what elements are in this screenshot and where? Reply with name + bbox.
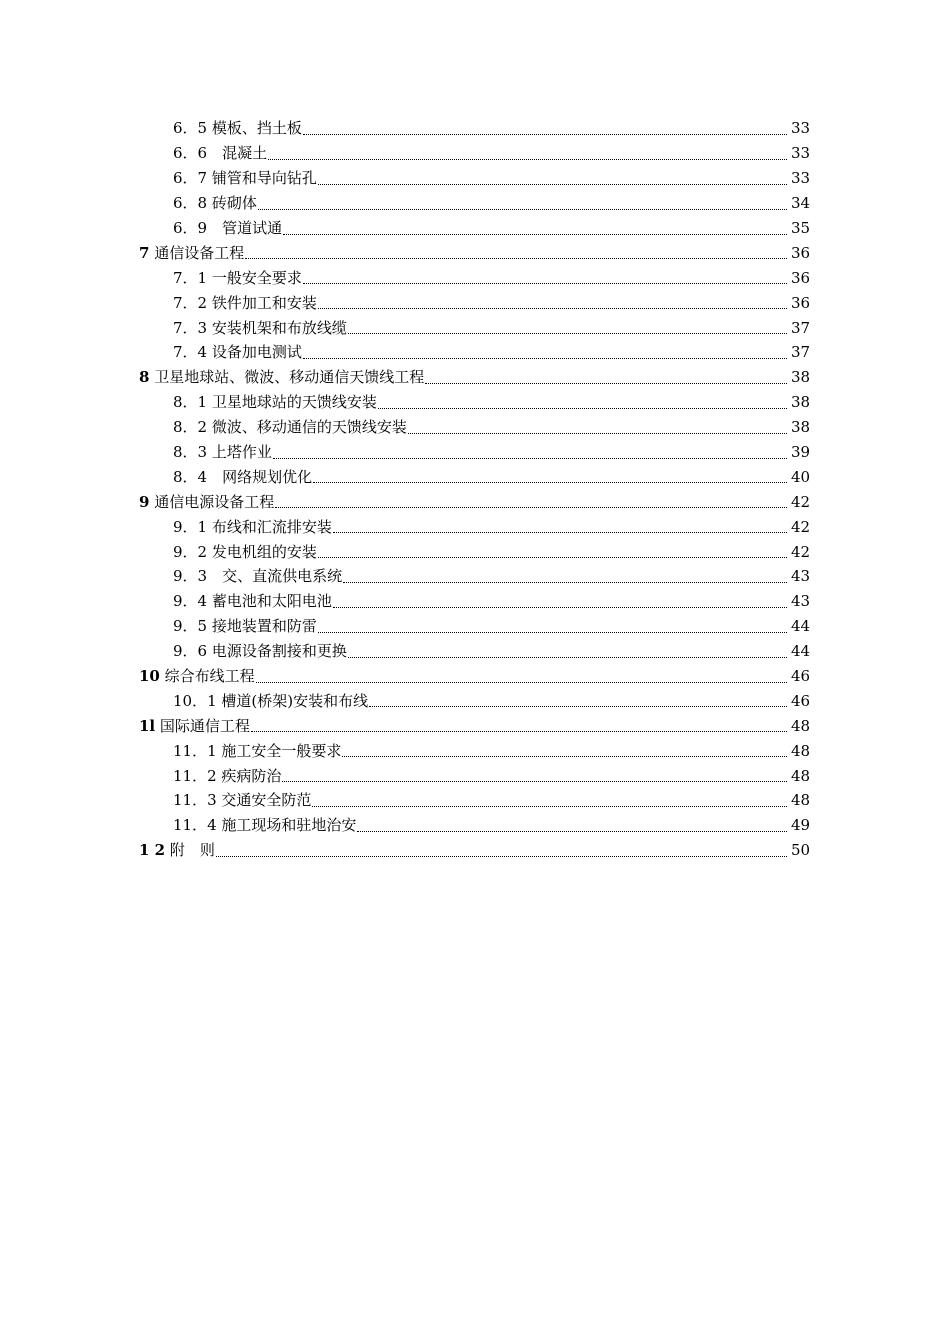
toc-entry-title: 6．9 管道试通 bbox=[173, 219, 283, 237]
toc-section-entry[interactable] bbox=[0, 216, 950, 241]
toc-page-number: 35 bbox=[791, 219, 811, 237]
toc-chapter-number: 7 bbox=[139, 243, 150, 262]
toc-entry-label bbox=[173, 641, 347, 661]
toc-entry-title: 11．1 施工安全一般要求 bbox=[173, 741, 342, 760]
toc-entry-title: 11．2 疾病防治 bbox=[173, 766, 282, 785]
toc-dot-leader bbox=[425, 369, 787, 384]
toc-dot-leader bbox=[369, 692, 787, 707]
toc-section-entry[interactable] bbox=[0, 290, 950, 315]
toc-dot-leader bbox=[357, 817, 787, 832]
toc-dot-leader bbox=[273, 444, 787, 459]
toc-entry-title: 9．6 电源设备割接和更换 bbox=[173, 642, 347, 661]
toc-page-number: 46 bbox=[791, 691, 811, 710]
toc-entry-label bbox=[173, 517, 332, 537]
toc-page-number: 33 bbox=[791, 119, 811, 138]
toc-entry-label bbox=[139, 666, 255, 686]
toc-section-entry[interactable] bbox=[0, 763, 950, 788]
toc-entry-label bbox=[173, 417, 407, 437]
toc-entry-title: 11．3 交通安全防范 bbox=[173, 791, 312, 810]
toc-entry-title: 6．8 砖砌体 bbox=[173, 194, 257, 213]
toc-section-entry[interactable] bbox=[0, 788, 950, 813]
toc-dot-leader bbox=[333, 593, 787, 608]
toc-entry-label bbox=[173, 392, 377, 412]
toc-entry-label bbox=[173, 741, 341, 761]
toc-dot-leader bbox=[251, 717, 787, 732]
toc-section-entry[interactable] bbox=[0, 315, 950, 340]
toc-section-entry[interactable] bbox=[0, 514, 950, 539]
toc-entry-title: 附 则 bbox=[165, 841, 215, 860]
toc-section-entry[interactable] bbox=[0, 564, 950, 589]
toc-entry-label bbox=[173, 442, 272, 462]
toc-section-entry[interactable] bbox=[0, 440, 950, 465]
toc-dot-leader bbox=[318, 170, 787, 185]
toc-dot-leader bbox=[343, 568, 787, 583]
toc-entry-label bbox=[173, 193, 257, 213]
toc-section-entry[interactable] bbox=[0, 813, 950, 838]
toc-entry-label bbox=[173, 342, 302, 362]
toc-section-entry[interactable] bbox=[0, 116, 950, 141]
toc-dot-leader bbox=[408, 419, 787, 434]
toc-entry-title: 综合布线工程 bbox=[159, 667, 255, 686]
toc-page-number: 36 bbox=[791, 268, 811, 287]
toc-page-number: 48 bbox=[791, 766, 811, 785]
toc-chapter-entry[interactable] bbox=[0, 365, 950, 390]
toc-entry-title: 8．1 卫星地球站的天馈线安装 bbox=[173, 393, 377, 412]
toc-entry-label bbox=[173, 218, 282, 238]
toc-chapter-entry[interactable] bbox=[0, 664, 950, 689]
toc-section-entry[interactable] bbox=[0, 340, 950, 365]
toc-page-number: 40 bbox=[791, 467, 811, 486]
toc-entry-title: 8．3 上塔作业 bbox=[173, 443, 272, 462]
toc-chapter-entry[interactable] bbox=[0, 489, 950, 514]
toc-section-entry[interactable] bbox=[0, 265, 950, 290]
toc-chapter-entry[interactable] bbox=[0, 713, 950, 738]
toc-chapter-number: 1l bbox=[139, 716, 156, 735]
toc-page-number: 37 bbox=[791, 318, 811, 337]
toc-entry-title: 9．4 蓄电池和太阳电池 bbox=[173, 592, 332, 611]
toc-dot-leader bbox=[313, 468, 787, 483]
toc-page-number: 33 bbox=[791, 169, 811, 188]
toc-page-number: 48 bbox=[791, 741, 811, 760]
toc-entry-label bbox=[139, 367, 424, 387]
toc-page-number: 43 bbox=[791, 592, 811, 611]
toc-entry-title: 7．1 一般安全要求 bbox=[173, 268, 302, 287]
toc-entry-title: 9．2 发电机组的安装 bbox=[173, 542, 317, 561]
toc-page-number: 42 bbox=[791, 517, 811, 536]
toc-entry-label bbox=[139, 243, 244, 263]
toc-page-number: 42 bbox=[791, 542, 811, 561]
toc-page-number: 43 bbox=[791, 567, 811, 586]
toc-entry-title: 6．5 模板、挡土板 bbox=[173, 119, 302, 138]
toc-entry-title: 通信电源设备工程 bbox=[149, 492, 275, 511]
toc-section-entry[interactable] bbox=[0, 390, 950, 415]
toc-page-number: 36 bbox=[791, 243, 811, 262]
toc-section-entry[interactable] bbox=[0, 539, 950, 564]
toc-entry-title: 8．2 微波、移动通信的天馈线安装 bbox=[173, 418, 407, 437]
toc-chapter-number: 10 bbox=[139, 667, 160, 686]
toc-page-number: 38 bbox=[791, 393, 811, 412]
toc-section-entry[interactable] bbox=[0, 191, 950, 216]
toc-entry-label bbox=[173, 268, 302, 288]
toc-entry-label bbox=[173, 168, 317, 188]
toc-page-number: 46 bbox=[791, 667, 811, 686]
toc-section-entry[interactable] bbox=[0, 415, 950, 440]
toc-entry-title: 6．7 铺管和导向钻孔 bbox=[173, 169, 317, 188]
toc-entry-label bbox=[173, 318, 347, 338]
toc-entry-label bbox=[139, 840, 215, 860]
toc-dot-leader bbox=[245, 244, 787, 259]
toc-entry-title: 7．3 安装机架和布放线缆 bbox=[173, 318, 347, 337]
toc-chapter-number: 9 bbox=[139, 492, 150, 511]
toc-entry-label bbox=[173, 143, 267, 163]
toc-entry-label bbox=[173, 616, 317, 636]
toc-section-entry[interactable] bbox=[0, 141, 950, 166]
toc-page-number: 49 bbox=[791, 816, 811, 835]
toc-dot-leader bbox=[283, 220, 787, 235]
toc-entry-title: 9．1 布线和汇流排安装 bbox=[173, 517, 332, 536]
toc-page-number: 42 bbox=[791, 492, 811, 511]
toc-dot-leader bbox=[342, 742, 787, 757]
toc-page-number: 48 bbox=[791, 791, 811, 810]
toc-chapter-number: 1 2 bbox=[139, 841, 166, 860]
toc-page-number: 33 bbox=[791, 144, 811, 163]
toc-section-entry[interactable] bbox=[0, 614, 950, 639]
toc-dot-leader bbox=[275, 493, 787, 508]
toc-entry-label bbox=[173, 467, 312, 487]
toc-entry-label bbox=[173, 591, 332, 611]
toc-page-number: 50 bbox=[791, 841, 811, 860]
toc-entry-title: 7．4 设备加电测试 bbox=[173, 343, 302, 362]
toc-chapter-number: 8 bbox=[139, 368, 150, 387]
toc-dot-leader bbox=[318, 618, 787, 633]
toc-dot-leader bbox=[318, 543, 787, 558]
toc-dot-leader bbox=[268, 145, 787, 160]
toc-entry-title: 卫星地球站、微波、移动通信天馈线工程 bbox=[149, 368, 425, 387]
toc-section-entry[interactable] bbox=[0, 738, 950, 763]
toc-dot-leader bbox=[282, 767, 787, 782]
toc-entry-title: 9．5 接地装置和防雷 bbox=[173, 617, 317, 636]
toc-entry-title: 国际通信工程 bbox=[155, 716, 250, 735]
toc-dot-leader bbox=[333, 518, 787, 533]
toc-page-number: 44 bbox=[791, 617, 811, 636]
toc-entry-label bbox=[173, 118, 302, 138]
toc-section-entry[interactable] bbox=[0, 464, 950, 489]
toc-page-number: 39 bbox=[791, 443, 811, 462]
toc-dot-leader bbox=[318, 294, 787, 309]
toc-section-entry[interactable] bbox=[0, 589, 950, 614]
toc-dot-leader bbox=[258, 195, 787, 210]
toc-entry-label bbox=[173, 766, 281, 786]
toc-entry-label bbox=[173, 790, 311, 810]
toc-dot-leader bbox=[303, 269, 787, 284]
toc-dot-leader bbox=[378, 394, 787, 409]
toc-entry-label bbox=[173, 542, 317, 562]
toc-entry-label bbox=[173, 566, 342, 586]
toc-page-number: 38 bbox=[791, 368, 811, 387]
toc-entry-label bbox=[173, 691, 368, 711]
toc-page-number: 37 bbox=[791, 343, 811, 362]
toc-dot-leader bbox=[303, 344, 787, 359]
toc-entry-label bbox=[173, 293, 317, 313]
toc-dot-leader bbox=[348, 643, 787, 658]
toc-dot-leader bbox=[312, 792, 787, 807]
toc-entry-title: 7．2 铁件加工和安装 bbox=[173, 293, 317, 312]
toc-entry-label bbox=[139, 492, 274, 512]
toc-entry-label bbox=[139, 716, 250, 736]
toc-dot-leader bbox=[303, 120, 787, 135]
toc-dot-leader bbox=[216, 842, 787, 857]
toc-page-number: 48 bbox=[791, 716, 811, 735]
toc-page-number: 34 bbox=[791, 194, 811, 213]
toc-section-entry[interactable] bbox=[0, 639, 950, 664]
toc-dot-leader bbox=[256, 668, 787, 683]
toc-section-entry[interactable] bbox=[0, 166, 950, 191]
toc-chapter-entry[interactable] bbox=[0, 240, 950, 265]
toc-section-entry[interactable] bbox=[0, 688, 950, 713]
toc-entry-title: 9．3 交、直流供电系统 bbox=[173, 567, 343, 586]
toc-page-number: 44 bbox=[791, 642, 811, 661]
toc-entry-title: 6．6 混凝土 bbox=[173, 144, 268, 163]
toc-entry-title: 11．4 施工现场和驻地治安 bbox=[173, 816, 357, 835]
toc-entry-title: 通信设备工程 bbox=[149, 243, 245, 262]
toc-entry-title: 8．4 网络规划优化 bbox=[173, 467, 313, 486]
toc-entry-title: 10．1 槽道(桥架)安装和布线 bbox=[173, 691, 369, 710]
toc-chapter-entry[interactable] bbox=[0, 838, 950, 863]
toc-dot-leader bbox=[348, 319, 787, 334]
toc-page-number: 36 bbox=[791, 293, 811, 312]
toc-page-number: 38 bbox=[791, 418, 811, 437]
table-of-contents bbox=[0, 116, 950, 863]
toc-entry-label bbox=[173, 815, 356, 835]
